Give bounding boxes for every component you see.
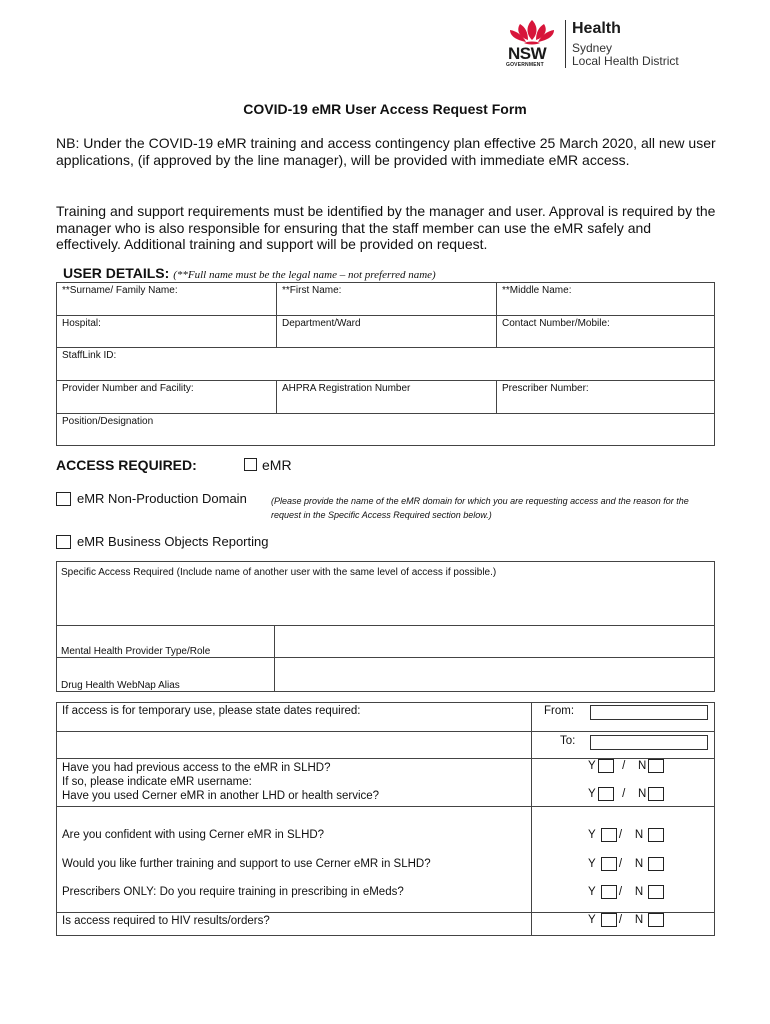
further-training-question: Would you like further training and support to use Cerner eMR in SLHD?	[62, 858, 431, 870]
previous-access-line2: If so, please indicate eMR username:	[62, 776, 252, 788]
prev-access-yes-checkbox[interactable]	[598, 759, 614, 773]
slash-label: /	[618, 914, 623, 927]
n-label: N	[634, 829, 644, 842]
to-cell	[531, 732, 714, 758]
from-date-input[interactable]	[590, 705, 708, 720]
user-details-table	[56, 282, 715, 446]
training-paragraph: Training and support requirements must be identified by the manager and user. Approval is required by the manager who is also responsible for ensuring that the staff member can use the eMR safely and effectively. Additional training and support will be provided on request.	[56, 203, 716, 252]
confidence-questions	[57, 807, 531, 912]
non-production-checkbox[interactable]	[56, 492, 71, 506]
confident-question: Are you confident with using Cerner eMR in SLHD?	[62, 829, 325, 841]
further-training-yn	[588, 857, 666, 871]
n-label: N	[634, 886, 644, 899]
confident-no-checkbox[interactable]	[648, 828, 664, 842]
position-field[interactable]: Position/Designation	[62, 416, 154, 427]
access-required-heading: ACCESS REQUIRED:	[56, 457, 197, 473]
logo-divider	[565, 20, 566, 68]
drug-health-label-cell	[57, 658, 274, 691]
hiv-answers	[531, 913, 714, 935]
blank-cell	[57, 732, 531, 758]
hiv-no-checkbox[interactable]	[648, 913, 664, 927]
user-details-title: USER DETAILS:	[63, 265, 170, 281]
y-label: Y	[588, 886, 596, 899]
slash-label: /	[622, 788, 626, 801]
provider-number-field[interactable]: Provider Number and Facility:	[62, 383, 194, 394]
business-objects-checkbox[interactable]	[56, 535, 71, 549]
other-lhd-yes-checkbox[interactable]	[598, 787, 614, 801]
form-title: COVID-19 eMR User Access Request Form	[243, 101, 527, 117]
slash-label: /	[622, 760, 626, 773]
previous-access-answers	[531, 759, 714, 806]
non-production-note: (Please provide the name of the eMR domain for which you are requesting access and the reason for the request in the Specific Access Required section below.)	[271, 496, 689, 520]
prescriber-number-field[interactable]: Prescriber Number:	[496, 381, 714, 413]
business-objects-label: eMR Business Objects Reporting	[77, 534, 269, 549]
y-label: Y	[588, 858, 596, 871]
mental-health-label: Mental Health Provider Type/Role	[61, 646, 211, 657]
hiv-question: Is access required to HIV results/orders?	[62, 915, 270, 927]
further-training-no-checkbox[interactable]	[648, 857, 664, 871]
confident-yes-checkbox[interactable]	[601, 828, 617, 842]
y-label: Y	[588, 788, 596, 801]
slash-label: /	[618, 829, 623, 842]
other-lhd-no-checkbox[interactable]	[648, 787, 664, 801]
to-date-input[interactable]	[590, 735, 708, 750]
further-training-yes-checkbox[interactable]	[601, 857, 617, 871]
drug-health-label: Drug Health WebNap Alias	[61, 680, 180, 691]
slash-label: /	[618, 858, 623, 871]
specific-access-table	[56, 561, 715, 692]
middle-name-field[interactable]: **Middle Name:	[496, 283, 714, 315]
from-label: From:	[544, 705, 575, 717]
emr-label: eMR	[262, 457, 292, 473]
y-label: Y	[588, 829, 596, 842]
n-label: N	[638, 788, 647, 801]
prev-access-no-checkbox[interactable]	[648, 759, 664, 773]
previous-access-question	[57, 759, 531, 806]
previous-access-line3: Have you used Cerner eMR in another LHD or health service?	[62, 790, 380, 802]
confident-yn	[588, 828, 666, 842]
emr-checkbox[interactable]	[244, 458, 257, 471]
prescribers-no-checkbox[interactable]	[648, 885, 664, 899]
department-field[interactable]: Department/Ward	[276, 316, 496, 347]
mental-health-input[interactable]	[274, 626, 714, 657]
logo-government: GOVERNMENT	[506, 62, 544, 68]
other-lhd-yn	[588, 787, 666, 801]
mental-health-label-cell	[57, 626, 274, 657]
y-label: Y	[588, 914, 596, 927]
n-label: N	[638, 760, 647, 773]
hospital-field[interactable]: Hospital:	[62, 318, 101, 329]
slash-label: /	[618, 886, 623, 899]
ahpra-field[interactable]: AHPRA Registration Number	[276, 381, 496, 413]
confidence-answers	[531, 807, 714, 912]
non-production-label: eMR Non-Production Domain	[77, 491, 247, 506]
specific-access-field[interactable]: Specific Access Required (Include name of another user with the same level of access if possible.)	[61, 567, 497, 578]
nsw-health-logo	[502, 18, 722, 70]
previous-access-line1: Have you had previous access to the eMR in SLHD?	[62, 762, 331, 774]
from-cell	[531, 703, 714, 731]
stafflink-field[interactable]: StaffLink ID:	[62, 350, 117, 361]
prescribers-yes-checkbox[interactable]	[601, 885, 617, 899]
to-label: To:	[560, 735, 576, 747]
y-label: Y	[588, 760, 596, 773]
questions-table	[56, 702, 715, 936]
contact-field[interactable]: Contact Number/Mobile:	[496, 316, 714, 347]
n-label: N	[634, 858, 644, 871]
drug-health-input[interactable]	[274, 658, 714, 691]
hiv-yes-checkbox[interactable]	[601, 913, 617, 927]
logo-district: Local Health District	[572, 54, 679, 68]
logo-sydney: Sydney	[572, 41, 613, 55]
nb-paragraph: NB: Under the COVID-19 eMR training and access contingency plan effective 25 March 2020, all new user applications, (if approved by the line manager), will be provided with immediate eMR access.	[56, 135, 716, 168]
previous-access-yn	[588, 759, 666, 773]
user-details-heading	[63, 265, 436, 281]
first-name-field[interactable]: **First Name:	[276, 283, 496, 315]
surname-field[interactable]: **Surname/ Family Name:	[62, 285, 178, 296]
temporary-use-question: If access is for temporary use, please state dates required:	[62, 705, 361, 717]
prescribers-question: Prescribers ONLY: Do you require training in prescribing in eMeds?	[62, 886, 404, 898]
hiv-yn	[588, 913, 666, 927]
waratah-icon	[506, 18, 558, 46]
logo-health: Health	[572, 20, 621, 37]
prescribers-yn	[588, 885, 666, 899]
legal-name-note: (**Full name must be the legal name – not preferred name)	[173, 269, 436, 281]
n-label: N	[634, 914, 644, 927]
logo-nsw: NSW	[508, 44, 547, 63]
